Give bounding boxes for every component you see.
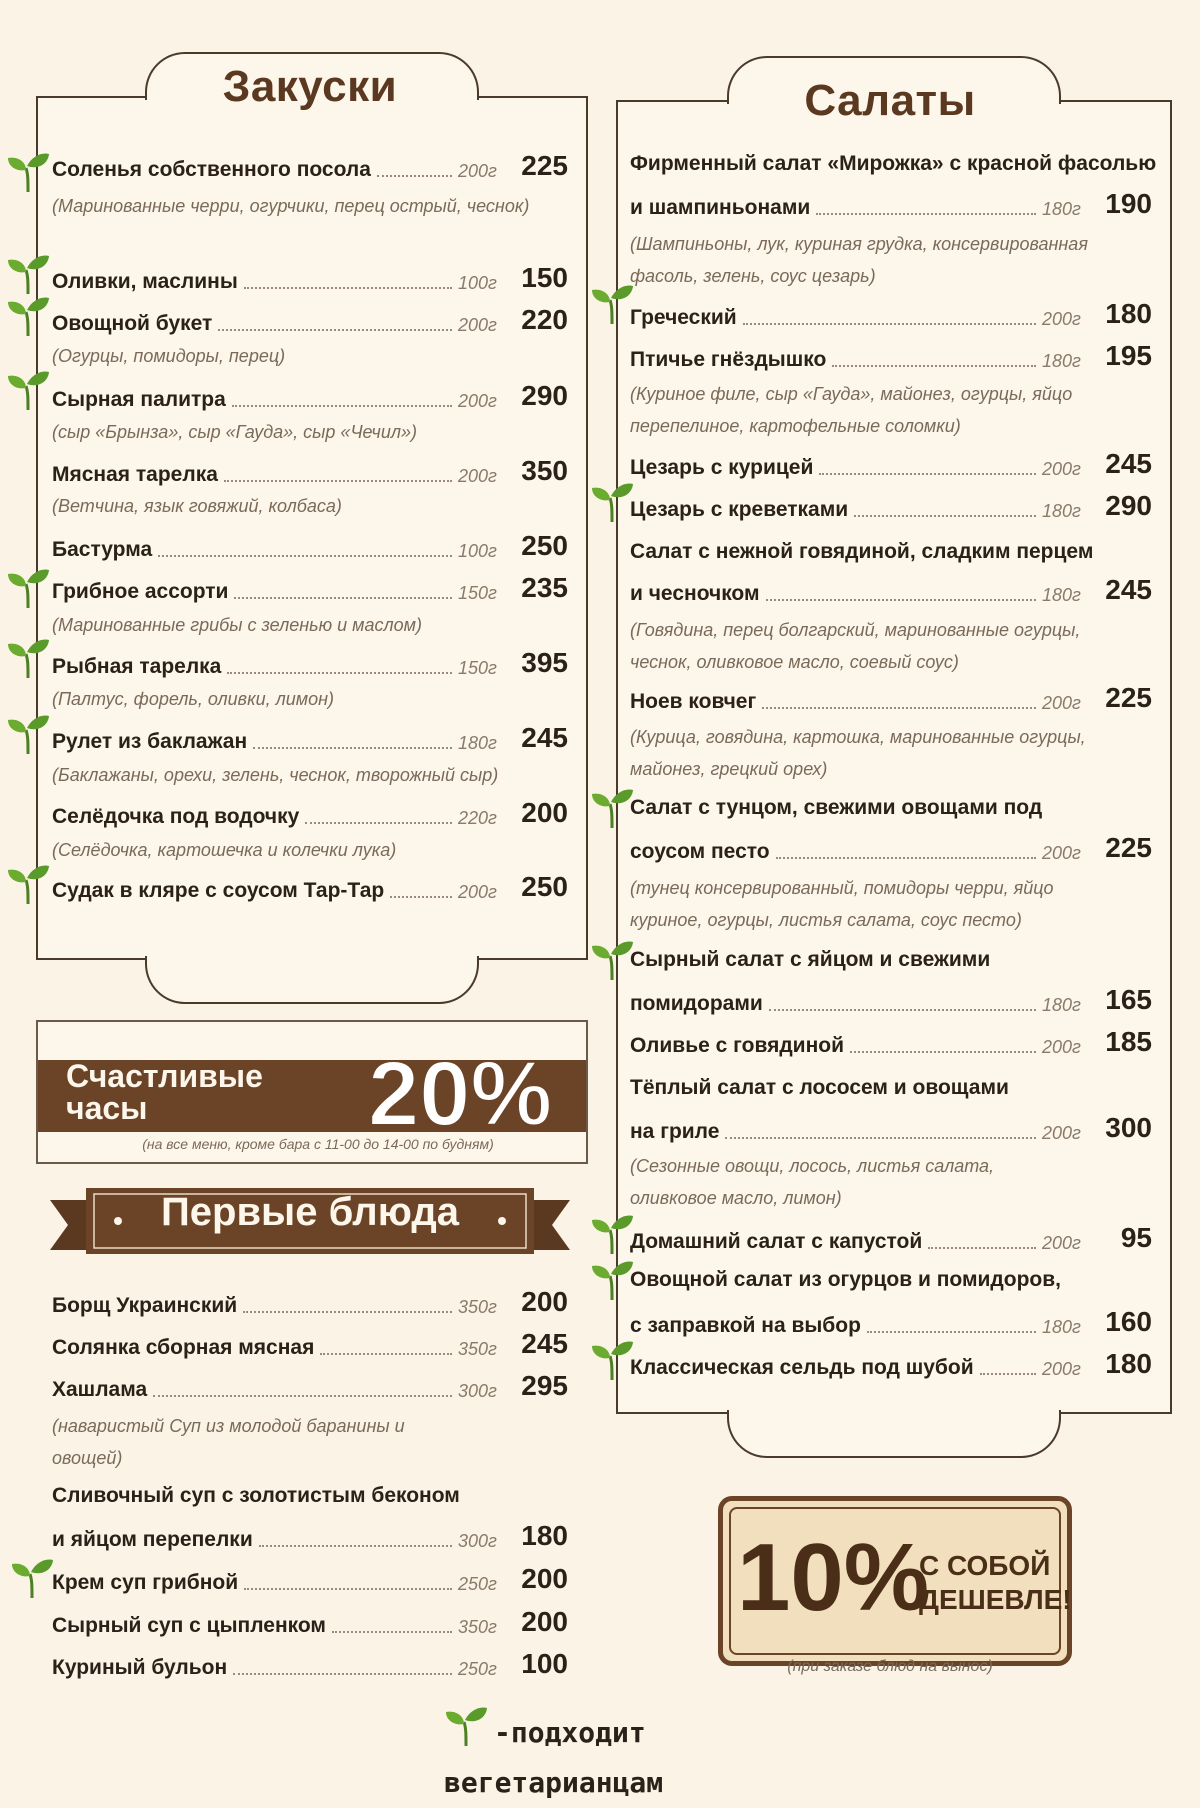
sprout-icon (590, 1212, 634, 1256)
item-name: Овощной букет (52, 312, 213, 335)
leader-dots (850, 1051, 1036, 1053)
leader-dots (153, 1395, 452, 1397)
item-price: 225 (1105, 682, 1152, 713)
item-name: Куриный бульон (52, 1656, 228, 1679)
menu-item (52, 1286, 568, 1318)
menu-item (52, 1563, 568, 1595)
item-name: помидорами (630, 992, 763, 1015)
item-description: (тунец консервированный, помидоры черри, яйцо куриное, огурцы, листья салата, соус песто) (630, 878, 1054, 930)
item-name: Бастурма (52, 538, 153, 561)
menu-item (52, 380, 568, 412)
item-weight: 350г (458, 1617, 497, 1637)
zakuski-title: Закуски (222, 62, 398, 111)
sprout-icon (590, 938, 634, 982)
item-name: Селёдочка под водочку (52, 805, 300, 828)
happy-hours-box (36, 1020, 588, 1164)
leader-dots (743, 323, 1036, 325)
frame-bottom-arch (727, 1410, 1061, 1458)
item-description: (Куриное филе, сыр «Гауда», майонез, огурцы, яйцо перепелиное, картофельные соломки) (630, 384, 1073, 436)
item-weight: 180г (1042, 1317, 1081, 1337)
item-weight: 200г (1042, 1233, 1081, 1253)
item-description: (сыр «Брынза», сыр «Гауда», сыр «Чечил») (52, 422, 418, 442)
takeaway-text-line1: С СОБОЙ (919, 1550, 1051, 1581)
item-price: 245 (521, 1328, 568, 1359)
menu-item (52, 530, 568, 562)
legend-line2: вегетарианцам (444, 1766, 664, 1799)
leader-dots (762, 707, 1036, 709)
item-name: Хашлама (52, 1378, 148, 1401)
item-name: Солянка сборная мясная (52, 1336, 315, 1359)
item-name-line1: Сырный салат с яйцом и свежими (630, 948, 991, 971)
item-price: 200 (521, 797, 568, 828)
item-weight: 350г (458, 1297, 497, 1317)
item-description: (Сезонные овощи, лосось, листья салата, оливковое масло, лимон) (630, 1156, 995, 1208)
item-price: 350 (521, 455, 568, 486)
leader-dots (253, 747, 452, 749)
item-name: Сырная палитра (52, 388, 226, 411)
item-name-line1: Тёплый салат с лососем и овощами (630, 1076, 1009, 1099)
happy-hours-discount: 20% (368, 1043, 553, 1145)
item-weight: 350г (458, 1339, 497, 1359)
item-price: 245 (521, 722, 568, 753)
item-weight: 180г (1042, 585, 1081, 605)
item-name: Цезарь с курицей (630, 456, 814, 479)
leader-dots (244, 287, 452, 289)
item-price: 225 (521, 150, 568, 181)
sprout-icon (6, 862, 50, 906)
menu-item (630, 1112, 1152, 1144)
sprout-icon (6, 712, 50, 756)
item-price: 250 (521, 871, 568, 902)
item-name: соусом песто (630, 840, 770, 863)
menu-item (630, 340, 1152, 372)
item-name-line1: Салат с нежной говядиной, сладким перцем (630, 540, 1094, 563)
menu-item (52, 1648, 568, 1680)
item-price: 235 (521, 572, 568, 603)
leader-dots (776, 857, 1036, 859)
sprout-icon (6, 566, 50, 610)
leader-dots (227, 672, 452, 674)
menu-item (630, 298, 1152, 330)
pervye-title: Первые блюда (161, 1190, 459, 1234)
leader-dots (218, 329, 452, 331)
menu-item (52, 572, 568, 604)
menu-item (630, 188, 1152, 220)
menu-item (52, 262, 568, 294)
item-price: 200 (521, 1286, 568, 1317)
item-price: 180 (1105, 298, 1152, 329)
item-description: (Шампиньоны, лук, куриная грудка, консервированная фасоль, зелень, соус цезарь) (630, 234, 1088, 286)
happy-hours-line2: часы (66, 1090, 148, 1126)
item-weight: 220г (458, 808, 497, 828)
menu-item (630, 1306, 1152, 1338)
legend-text (444, 1708, 663, 1808)
sprout-icon (10, 1556, 54, 1600)
item-price: 290 (1105, 490, 1152, 521)
item-name: Рулет из баклажан (52, 730, 248, 753)
item-weight: 200г (458, 315, 497, 335)
item-price: 245 (1105, 448, 1152, 479)
item-weight: 200г (1042, 309, 1081, 329)
legend-line1: -подходит (494, 1716, 646, 1749)
menu-item (52, 455, 568, 487)
item-weight: 200г (1042, 459, 1081, 479)
item-name: Крем суп грибной (52, 1571, 239, 1594)
item-weight: 200г (458, 882, 497, 902)
frame-bottom-arch (145, 956, 479, 1004)
menu-item (52, 150, 568, 182)
item-weight: 180г (1042, 199, 1081, 219)
item-name: Цезарь с креветками (630, 498, 849, 521)
menu-item (52, 647, 568, 679)
item-name: Оливье с говядиной (630, 1034, 844, 1057)
item-name: и шампиньонами (630, 196, 811, 219)
item-price: 180 (521, 1520, 568, 1551)
leader-dots (725, 1137, 1036, 1139)
item-weight: 200г (1042, 1037, 1081, 1057)
menu-item (52, 1370, 568, 1402)
leader-dots (233, 1673, 452, 1675)
takeaway-percent: 10% (737, 1524, 930, 1631)
leader-dots (980, 1373, 1036, 1375)
item-price: 95 (1120, 1222, 1152, 1253)
item-price: 395 (521, 647, 568, 678)
leader-dots (259, 1545, 452, 1547)
item-description: (Палтус, форель, оливки, лимон) (52, 689, 334, 709)
leader-dots (158, 555, 452, 557)
item-description: (Огурцы, помидоры, перец) (52, 346, 286, 366)
item-name: Птичье гнёздышко (630, 348, 827, 371)
leader-dots (390, 896, 452, 898)
item-name-line1: Овощной салат из огурцов и помидоров, (630, 1268, 1061, 1291)
item-weight: 200г (458, 466, 497, 486)
item-price: 245 (1105, 574, 1152, 605)
item-weight: 200г (458, 161, 497, 181)
menu-item (630, 490, 1152, 522)
sprout-icon (590, 480, 634, 524)
leader-dots (243, 1311, 452, 1313)
item-name-line1: Салат с тунцом, свежими овощами под (630, 796, 1043, 819)
item-price: 290 (521, 380, 568, 411)
item-name-line1: Сливочный суп с золотистым беконом (52, 1484, 460, 1507)
leader-dots (224, 480, 452, 482)
item-weight: 150г (458, 583, 497, 603)
menu-item (630, 1348, 1152, 1380)
item-weight: 100г (458, 541, 497, 561)
sprout-icon (6, 150, 50, 194)
item-description: (Маринованные черри, огурчики, перец острый, чеснок) (52, 196, 530, 216)
item-name: Домашний салат с капустой (630, 1230, 923, 1253)
item-price: 160 (1105, 1306, 1152, 1337)
leader-dots (819, 473, 1036, 475)
item-price: 150 (521, 262, 568, 293)
leader-dots (766, 599, 1036, 601)
leader-dots (320, 1353, 452, 1355)
item-name: и яйцом перепелки (52, 1528, 253, 1551)
item-name: Грибное ассорти (52, 580, 229, 603)
item-description: (Маринованные грибы с зеленью и маслом) (52, 615, 422, 635)
leader-dots (832, 365, 1036, 367)
item-name: Мясная тарелка (52, 463, 218, 486)
happy-hours-note: (на все меню, кроме бара с 11-00 до 14-00 по будням) (142, 1136, 494, 1152)
item-weight: 200г (1042, 693, 1081, 713)
item-name: Судак в кляре с соусом Тар-Тар (52, 879, 385, 902)
leader-dots (232, 405, 452, 407)
menu-item (52, 722, 568, 754)
menu-item (630, 682, 1152, 714)
menu-item (52, 304, 568, 336)
menu-item (630, 448, 1152, 480)
leader-dots (928, 1247, 1036, 1249)
sprout-icon (590, 1338, 634, 1382)
item-price: 165 (1105, 984, 1152, 1015)
item-weight: 250г (458, 1574, 497, 1594)
item-description: (Баклажаны, орехи, зелень, чеснок, творожный сыр) (52, 765, 499, 785)
leader-dots (769, 1009, 1036, 1011)
item-weight: 180г (1042, 501, 1081, 521)
item-name: Ноев ковчег (630, 690, 757, 713)
item-name: с заправкой на выбор (630, 1314, 861, 1337)
happy-hours-title (66, 1060, 263, 1124)
sprout-icon (590, 786, 634, 830)
menu-item (52, 797, 568, 829)
zakuski-frame (36, 96, 588, 960)
leader-dots (332, 1631, 452, 1633)
item-price: 200 (521, 1606, 568, 1637)
item-weight: 300г (458, 1531, 497, 1551)
sprout-icon (590, 282, 634, 326)
leader-dots (867, 1331, 1036, 1333)
leader-dots (816, 213, 1036, 215)
sprout-icon (6, 636, 50, 680)
item-weight: 250г (458, 1659, 497, 1679)
menu-item (630, 1026, 1152, 1058)
item-description: (Курица, говядина, картошка, маринованные огурцы, майонез, грецкий орех) (630, 727, 1086, 779)
item-description: (Ветчина, язык говяжий, колбаса) (52, 496, 342, 516)
menu-item (630, 1222, 1152, 1254)
menu-item (52, 1328, 568, 1360)
item-name: Борщ Украинский (52, 1294, 238, 1317)
item-price: 100 (521, 1648, 568, 1679)
item-weight: 180г (1042, 351, 1081, 371)
menu-item (52, 1606, 568, 1638)
item-price: 180 (1105, 1348, 1152, 1379)
salaty-title: Салаты (804, 76, 976, 125)
item-weight: 150г (458, 658, 497, 678)
takeaway-text-line2: ДЕШЕВЛЕ! (919, 1584, 1072, 1615)
menu-item (52, 871, 568, 903)
leader-dots (377, 175, 452, 177)
item-description: (наваристый Суп из молодой баранины и овощей) (52, 1416, 405, 1468)
sprout-icon (6, 252, 50, 296)
menu-item (630, 984, 1152, 1016)
item-weight: 300г (458, 1381, 497, 1401)
takeaway-badge (718, 1496, 1072, 1666)
happy-hours-line1: Счастливые (66, 1058, 263, 1094)
item-name: Сырный суп с цыпленком (52, 1614, 326, 1637)
item-price: 295 (521, 1370, 568, 1401)
item-weight: 200г (1042, 1123, 1081, 1143)
sprout-icon (6, 368, 50, 412)
item-price: 190 (1105, 188, 1152, 219)
menu-item (630, 574, 1152, 606)
item-name: и чесночком (630, 582, 760, 605)
leader-dots (854, 515, 1036, 517)
item-price: 300 (1105, 1112, 1152, 1143)
item-name-line1: Фирменный салат «Мирожка» с красной фасолью (630, 152, 1157, 175)
item-description: (Говядина, перец болгарский, маринованные огурцы, чеснок, оливковое масло, соевый соус) (630, 620, 1081, 672)
item-weight: 100г (458, 273, 497, 293)
takeaway-text (919, 1549, 1072, 1617)
item-name: Греческий (630, 306, 737, 329)
item-name: Соленья собственного посола (52, 158, 371, 181)
item-price: 250 (521, 530, 568, 561)
sprout-icon (6, 294, 50, 338)
item-price: 185 (1105, 1026, 1152, 1057)
menu-item (630, 832, 1152, 864)
item-price: 200 (521, 1563, 568, 1594)
item-description: (Селёдочка, картошечка и колечки лука) (52, 840, 397, 860)
item-weight: 180г (458, 733, 497, 753)
leader-dots (305, 822, 452, 824)
item-name: Рыбная тарелка (52, 655, 222, 678)
sprout-icon (590, 1258, 634, 1302)
item-weight: 200г (1042, 843, 1081, 863)
item-weight: 200г (458, 391, 497, 411)
item-price: 220 (521, 304, 568, 335)
item-name: Классическая сельдь под шубой (630, 1356, 974, 1379)
leader-dots (244, 1588, 452, 1590)
item-price: 195 (1105, 340, 1152, 371)
item-name: на гриле (630, 1120, 720, 1143)
menu-item (52, 1520, 568, 1552)
takeaway-note: (при заказе блюд на вынос) (787, 1658, 993, 1675)
item-price: 225 (1105, 832, 1152, 863)
item-name: Оливки, маслины (52, 270, 238, 293)
leader-dots (234, 597, 452, 599)
item-weight: 180г (1042, 995, 1081, 1015)
item-weight: 200г (1042, 1359, 1081, 1379)
